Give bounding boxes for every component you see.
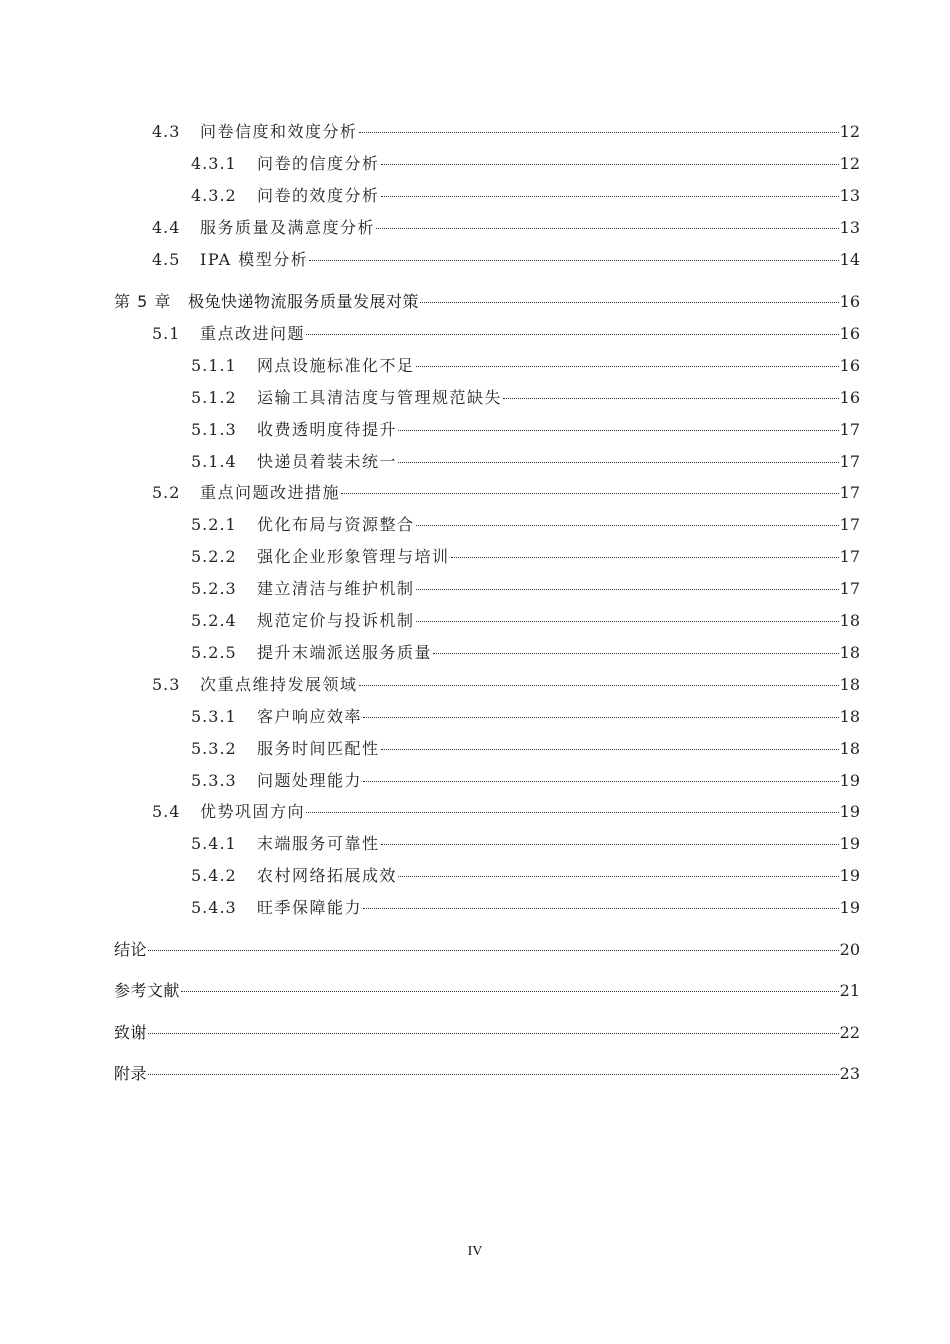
- toc-entry-title: 规范定价与投诉机制: [257, 611, 415, 630]
- dot-leader: [306, 812, 839, 813]
- toc-entry-title: 重点问题改进措施: [200, 483, 341, 502]
- toc-entry-page: 17: [839, 547, 860, 566]
- dot-leader: [451, 557, 839, 558]
- toc-entry-acknowledgements[interactable]: [114, 1021, 860, 1045]
- toc-entry-4-3-1[interactable]: [191, 152, 860, 176]
- toc-entry-page: 19: [839, 898, 860, 917]
- toc-entry-title: 网点设施标准化不足: [257, 356, 415, 375]
- toc-entry-page: 23: [839, 1064, 860, 1083]
- toc-entry-title: 强化企业形象管理与培训: [257, 547, 450, 566]
- toc-entry-title: 次重点维持发展领域: [200, 675, 358, 694]
- toc-entry-page: 19: [839, 771, 860, 790]
- dot-leader: [363, 781, 839, 782]
- dot-leader: [359, 132, 839, 133]
- dot-leader: [148, 1033, 839, 1034]
- toc-entry-title: 问卷的信度分析: [257, 154, 380, 173]
- toc-entry-title: 致谢: [114, 1023, 148, 1042]
- toc-entry-number: 5.1.3: [191, 420, 237, 439]
- toc-entry-title: 末端服务可靠性: [257, 834, 380, 853]
- dot-leader: [381, 844, 839, 845]
- toc-entry-title: 提升末端派送服务质量: [257, 643, 433, 662]
- dot-leader: [398, 876, 839, 877]
- toc-entry-5-2-4[interactable]: [191, 609, 860, 633]
- toc-entry-number: 4.3.1: [191, 154, 237, 173]
- toc-entry-page: 16: [839, 356, 860, 375]
- dot-leader: [503, 398, 839, 399]
- toc-entry-page: 18: [839, 643, 860, 662]
- toc-entry-references[interactable]: [114, 979, 860, 1003]
- dot-leader: [433, 653, 839, 654]
- toc-entry-page: 18: [839, 611, 860, 630]
- toc-entry-title: 问卷的效度分析: [257, 186, 380, 205]
- toc-entry-title: 客户响应效率: [257, 707, 363, 726]
- toc-entry-number: 5.2.2: [191, 547, 237, 566]
- toc-entry-5-2-1[interactable]: [191, 513, 860, 537]
- dot-leader: [148, 1074, 839, 1075]
- toc-entry-4-3-2[interactable]: [191, 184, 860, 208]
- dot-leader: [359, 685, 839, 686]
- toc-entry-title: 问题处理能力: [257, 771, 363, 790]
- toc-entry-page: 12: [839, 154, 860, 173]
- dot-leader: [363, 717, 839, 718]
- page-number: IV: [467, 1244, 483, 1259]
- toc-entry-page: 16: [839, 324, 860, 343]
- toc-entry-5-2-5[interactable]: [191, 641, 860, 665]
- toc-entry-number: 5.1.1: [191, 356, 237, 375]
- toc-entry-conclusion[interactable]: [114, 938, 860, 962]
- toc-entry-number: 5.3.1: [191, 707, 237, 726]
- toc-entry-appendix[interactable]: [114, 1062, 860, 1086]
- dot-leader: [416, 366, 839, 367]
- toc-entry-page: 22: [839, 1023, 860, 1042]
- toc-entry-title: 问卷信度和效度分析: [200, 122, 358, 141]
- dot-leader: [181, 991, 839, 992]
- toc-entry-title: 旺季保障能力: [257, 898, 363, 917]
- toc-entry-title: 附录: [114, 1064, 148, 1083]
- toc-entry-number: 5.4.1: [191, 834, 237, 853]
- toc-entry-title: 收费透明度待提升: [257, 420, 398, 439]
- toc-entry-4-4[interactable]: [152, 216, 860, 240]
- toc-entry-5-3-3[interactable]: [191, 769, 860, 793]
- toc-entry-number: 4.5: [152, 250, 181, 269]
- toc-entry-title: 农村网络拓展成效: [257, 866, 398, 885]
- toc-entry-5-1-4[interactable]: [191, 450, 860, 474]
- toc-entry-number: 5.3.2: [191, 739, 237, 758]
- dot-leader: [363, 908, 839, 909]
- toc-entry-page: 17: [839, 515, 860, 534]
- dot-leader: [381, 749, 839, 750]
- toc-entry-5-2[interactable]: [152, 481, 860, 505]
- toc-entry-page: 17: [839, 452, 860, 471]
- dot-leader: [398, 462, 839, 463]
- toc-entry-title: 参考文献: [114, 981, 181, 1000]
- toc-entry-number: 4.3: [152, 122, 181, 141]
- dot-leader: [416, 621, 839, 622]
- toc-entry-number: 4.4: [152, 218, 181, 237]
- toc-entry-page: 18: [839, 675, 860, 694]
- toc-entry-title: 服务质量及满意度分析: [200, 218, 376, 237]
- toc-entry-number: 5.3.3: [191, 771, 237, 790]
- dot-leader: [309, 260, 838, 261]
- toc-entry-page: 21: [839, 981, 860, 1000]
- toc-entry-number: 5.4.2: [191, 866, 237, 885]
- dot-leader: [416, 589, 839, 590]
- toc-entry-page: 17: [839, 579, 860, 598]
- toc-entry-4-3[interactable]: [152, 120, 860, 144]
- dot-leader: [341, 493, 839, 494]
- toc-entry-title: 服务时间匹配性: [257, 739, 380, 758]
- toc-entry-number: 5.1: [152, 324, 181, 343]
- toc-entry-5-4-1[interactable]: [191, 832, 860, 856]
- toc-entry-page: 19: [839, 866, 860, 885]
- toc-entry-page: 17: [839, 420, 860, 439]
- toc-entry-page: 17: [839, 483, 860, 502]
- dot-leader: [381, 196, 839, 197]
- toc-entry-number: 5.1.2: [191, 388, 237, 407]
- toc-entry-5-1[interactable]: [152, 322, 860, 346]
- toc-entry-4-5[interactable]: [152, 248, 860, 272]
- toc-entry-5-1-1[interactable]: [191, 354, 860, 378]
- toc-entry-number: 第 5 章: [114, 292, 172, 311]
- dot-leader: [398, 430, 839, 431]
- toc-entry-page: 14: [839, 250, 860, 269]
- toc-entry-number: 5.2: [152, 483, 181, 502]
- toc-entry-number: 5.4: [152, 802, 181, 821]
- toc-entry-5-2-2[interactable]: [191, 545, 860, 569]
- toc-entry-page: 19: [839, 834, 860, 853]
- toc-entry-number: 5.2.5: [191, 643, 237, 662]
- dot-leader: [420, 302, 839, 303]
- toc-entry-number: 5.3: [152, 675, 181, 694]
- toc-entry-5-3-2[interactable]: [191, 737, 860, 761]
- toc-entry-page: 16: [839, 388, 860, 407]
- toc-entry-title: 运输工具清洁度与管理规范缺失: [257, 388, 503, 407]
- toc-entry-title: IPA 模型分析: [200, 250, 309, 269]
- toc-entry-page: 13: [839, 218, 860, 237]
- toc-entry-number: 4.3.2: [191, 186, 237, 205]
- toc-entry-5-2-3[interactable]: [191, 577, 860, 601]
- toc-entry-chapter-5[interactable]: [114, 290, 860, 314]
- toc-entry-5-3-1[interactable]: [191, 705, 860, 729]
- toc-entry-title: 优化布局与资源整合: [257, 515, 415, 534]
- dot-leader: [306, 334, 839, 335]
- toc-entry-title: 结论: [114, 940, 148, 959]
- toc-entry-number: 5.2.4: [191, 611, 237, 630]
- toc-entry-page: 16: [839, 292, 860, 311]
- toc-entry-5-1-3[interactable]: [191, 418, 860, 442]
- toc-entry-title: 重点改进问题: [200, 324, 306, 343]
- toc-entry-page: 12: [839, 122, 860, 141]
- toc-entry-page: 13: [839, 186, 860, 205]
- toc-entry-page: 20: [839, 940, 860, 959]
- toc-entry-5-3[interactable]: [152, 673, 860, 697]
- dot-leader: [381, 164, 839, 165]
- dot-leader: [376, 228, 839, 229]
- toc-entry-page: 18: [839, 739, 860, 758]
- dot-leader: [148, 950, 839, 951]
- toc-entry-page: 18: [839, 707, 860, 726]
- dot-leader: [416, 525, 839, 526]
- toc-entry-5-4[interactable]: [152, 800, 860, 824]
- toc-entry-number: 5.1.4: [191, 452, 237, 471]
- toc-entry-page: 19: [839, 802, 860, 821]
- toc-entry-title: 快递员着装未统一: [257, 452, 398, 471]
- toc-entry-5-1-2[interactable]: [191, 386, 860, 410]
- toc-entry-number: 5.2.1: [191, 515, 237, 534]
- toc-entry-5-4-2[interactable]: [191, 864, 860, 888]
- toc-entry-5-4-3[interactable]: [191, 896, 860, 920]
- toc-entry-title: 建立清洁与维护机制: [257, 579, 415, 598]
- toc-entry-number: 5.2.3: [191, 579, 237, 598]
- toc-entry-title: 极兔快递物流服务质量发展对策: [188, 292, 420, 311]
- toc-entry-number: 5.4.3: [191, 898, 237, 917]
- toc-entry-title: 优势巩固方向: [200, 802, 306, 821]
